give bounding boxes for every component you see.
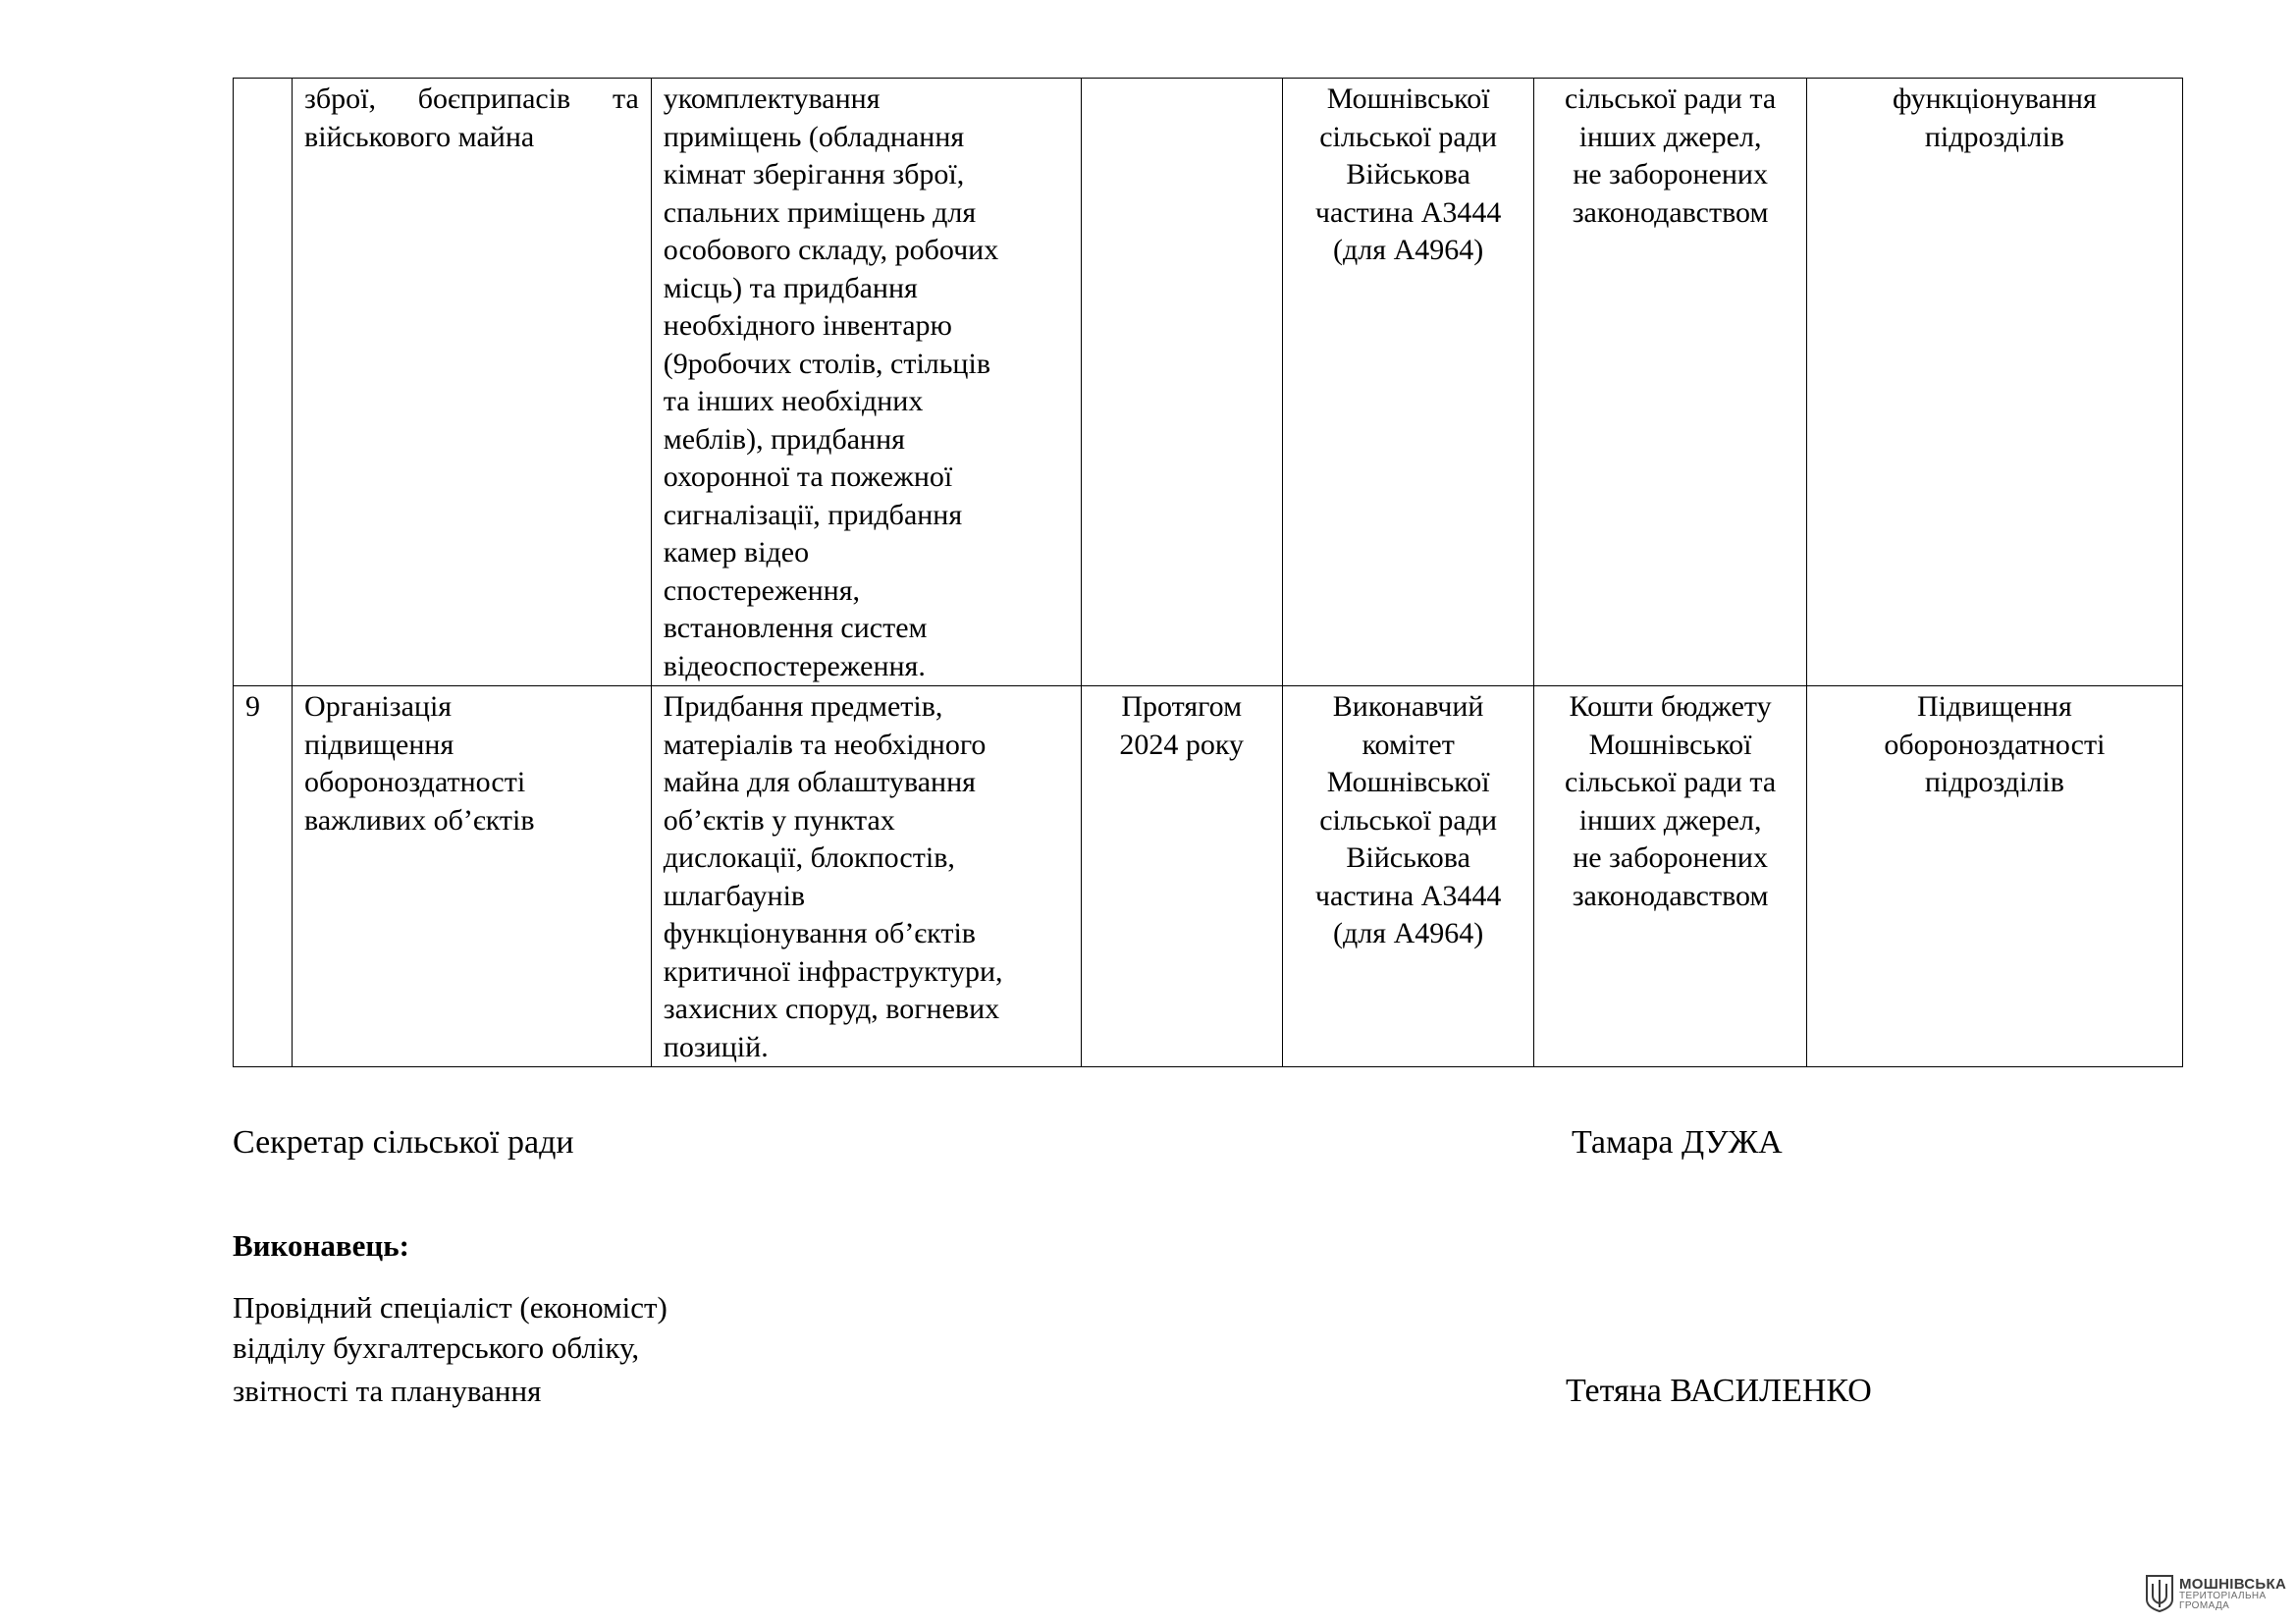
row-number-cell	[234, 79, 293, 686]
executor-cell: Виконавчий комітет Мошнівської сільської ради Військова частина А3444 (для А4964)	[1282, 686, 1534, 1067]
logo-line: МОШНІВСЬКА	[2179, 1575, 2287, 1593]
executor-heading: Виконавець:	[233, 1228, 409, 1263]
measure-description-cell: Придбання предметів, матеріалів та необхідного майна для облаштування об’єктів у пунктах дислокації, блокпостів, шлагбаунів функціонування об’єктів критичної інфраструктури, захисних споруд, вогневих позицій.	[651, 686, 1081, 1067]
measure-description-cell: укомплектування приміщень (обладнання кімнат зберігання зброї, спальних приміщень для особового складу, робочих місць) та придбання необхідного інвентарю (9робочих столів, стільців та інших необхідних меблів), придбання охоронної та пожежної сигналізації, придбання камер відео спостереження, встановлення систем відеоспостереження.	[651, 79, 1081, 686]
secretary-title: Секретар сільської ради	[233, 1124, 574, 1161]
measure-name-cell: зброї, боєприпасів та військового майна	[293, 79, 652, 686]
term-cell	[1081, 79, 1282, 686]
funding-cell: сільської ради та інших джерел, не заборонених законодавством	[1534, 79, 1806, 686]
executor-position-line: звітності та планування	[233, 1374, 542, 1408]
table-row	[234, 686, 2183, 1067]
secretary-name: Тамара ДУЖА	[1572, 1124, 1783, 1161]
trident-icon	[2145, 1574, 2174, 1613]
expected-result-cell: функціонування підрозділів	[1806, 79, 2182, 686]
executor-name: Тетяна ВАСИЛЕНКО	[1566, 1373, 1872, 1409]
executor-position-line: Провідний спеціаліст (економіст)	[233, 1290, 667, 1325]
community-logo	[2145, 1574, 2287, 1613]
term-cell: Протягом 2024 року	[1081, 686, 1282, 1067]
logo-line: ТЕРИТОРІАЛЬНА	[2179, 1590, 2267, 1601]
table-row	[234, 79, 2183, 686]
row-number-cell: 9	[234, 686, 293, 1067]
logo-text	[2179, 1577, 2286, 1611]
expected-result-cell: Підвищення обороноздатності підрозділів	[1806, 686, 2182, 1067]
funding-cell: Кошти бюджету Мошнівської сільської ради та інших джерел, не заборонених законодавством	[1534, 686, 1806, 1067]
executor-cell: Мошнівської сільської ради Військова частина А3444 (для А4964)	[1282, 79, 1534, 686]
measures-table	[233, 78, 2183, 1067]
executor-position-line: відділу бухгалтерського обліку,	[233, 1330, 640, 1365]
logo-line: ГРОМАДА	[2179, 1599, 2230, 1611]
measure-name-cell: Організація підвищення обороноздатності важливих об’єктів	[293, 686, 652, 1067]
